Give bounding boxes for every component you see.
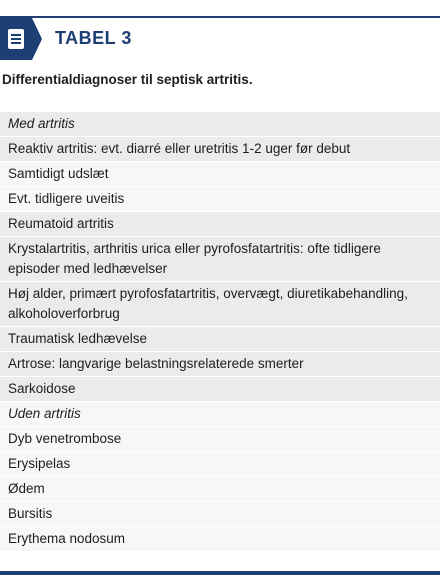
- table-row: Sarkoidose: [0, 377, 440, 402]
- top-rule: [0, 16, 440, 18]
- table-row: Høj alder, primært pyrofosfatartritis, overvægt, diuretikabehandling, alkoholoverforbrug: [0, 282, 440, 327]
- document-icon: [7, 28, 25, 50]
- table-row: Ødem: [0, 477, 440, 502]
- table-row: Traumatisk ledhævelse: [0, 327, 440, 352]
- table-row: Evt. tidligere uveitis: [0, 187, 440, 212]
- table-row: Krystalartritis, arthritis urica eller pyrofosfatartritis: ofte tidligere episoder med ledhævelser: [0, 237, 440, 282]
- table-row: Samtidigt udslæt: [0, 162, 440, 187]
- table-row: Erysipelas: [0, 452, 440, 477]
- table-title: TABEL 3: [55, 28, 132, 48]
- table-row: Dyb venetrombose: [0, 427, 440, 452]
- bottom-rule: [0, 571, 440, 575]
- table-row: Erythema nodosum: [0, 527, 440, 552]
- table-row: Bursitis: [0, 502, 440, 527]
- document-icon-box: [0, 18, 32, 60]
- table-row: Artrose: langvarige belastningsrelaterede smerter: [0, 352, 440, 377]
- icon-notch: [32, 18, 42, 60]
- section-heading-med-artritis: Med artritis: [0, 112, 440, 137]
- table-row: Reumatoid artritis: [0, 212, 440, 237]
- table-caption: Differentialdiagnoser til septisk artritis.: [2, 72, 253, 87]
- diagnosis-table: [0, 112, 440, 552]
- section-heading-uden-artritis: Uden artritis: [0, 402, 440, 427]
- table-row: Reaktiv artritis: evt. diarré eller uretritis 1-2 uger før debut: [0, 137, 440, 162]
